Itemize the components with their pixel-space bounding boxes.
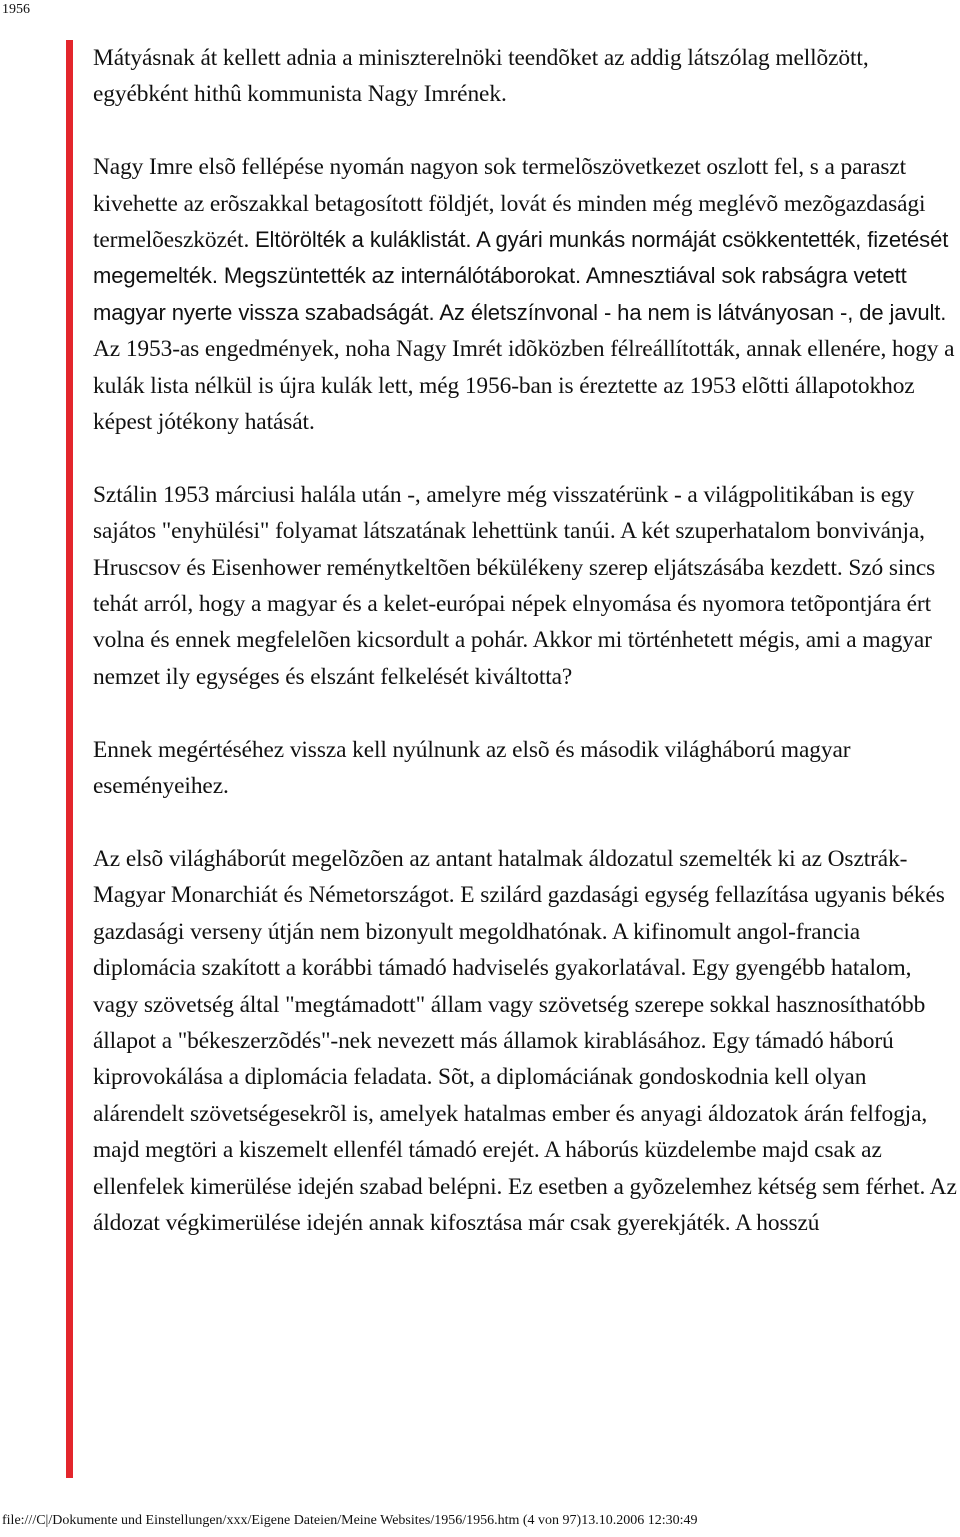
paragraph-text-sans: Eltörölték a kuláklistát. A gyári munkás normáját csökkentették, fizetését megemelték. Megszüntették az internálótáborokat. Amnesztiával sok rabságra vetett magyar nyerte vissza szabadságát. Az életszínvonal - ha nem is látványosan -, de javult. (93, 227, 949, 325)
paragraph (93, 40, 957, 113)
page-header-label: 1956 (2, 2, 30, 17)
paragraph (93, 149, 957, 440)
margin-red-bar (66, 40, 73, 1478)
paragraph (93, 732, 957, 805)
paragraph-text: Mátyásnak át kellett adnia a miniszterelnöki teendõket az addig látszólag mellõzött, egyébként hithû kommunista Nagy Imrének. (93, 45, 869, 108)
paragraph (93, 477, 957, 695)
paragraph-text: Az 1953-as engedmények, noha Nagy Imrét idõközben félreállították, annak ellenére, hogy a kulák lista nélkül is újra kulák lett, még 1956-ban is éreztette az 1953 elõtti állapotokhoz képest jótékony hatását. (93, 336, 955, 436)
file-path-footer: file:///C|/Dokumente und Einstellungen/xxx/Eigene Dateien/Meine Websites/1956/1956.htm (4 von 97)13.10.2006 12:30:49 (2, 1513, 698, 1528)
article-body (93, 40, 957, 1278)
paragraph-text: Nagy Imre elsõ fellépése nyomán nagyon sok termelõszövetkezet oszlott fel, s a paraszt kivehette az erõszakkal betagosított földjét, lovát és minden még meglévõ mezõgazdasági termelõeszközét. (93, 154, 926, 254)
paragraph (93, 841, 957, 1241)
paragraph-text: Ennek megértéséhez vissza kell nyúlnunk az elsõ és második világháború magyar eseményeihez. (93, 736, 851, 800)
paragraph-text: Az elsõ világháborút megelõzõen az antant hatalmak áldozatul szemelték ki az Osztrák- Magyar Monarchiát és Németországot. E szilárd gazdasági egység fellazítása ugyanis békés gazdasági verseny útján nem bizonyult megoldhatónak. A kifinomult angol-francia diplomácia szakított a korábbi támadó hadviselés gyakorlatával. Egy gyengébb hatalom, vagy szövetség által "megtámadott" állam vagy szövetség szerepe sokkal hasznosíthatóbb állapot a "békeszerzõdés"-nek nevezett más államok kirablásához. Egy támadó háború kiprovokálása a diplomácia feladata. Sõt, a diplomáciának gondoskodnia kell olyan alárendelt szövetségesekrõl is, amelyek hatalmas ember és anyagi áldozatok árán felfogja, majd megtöri a kiszemelt ellenfél támadó erejét. A háborús küzdelembe majd csak az ellenfelek kimerülése idején szabad belépni. Ez esetben a gyõzelemhez kétség sem férhet. Az áldozat végkimerülése idején annak kifosztása már csak gyerekjáték. A hosszú (93, 845, 957, 1236)
paragraph-text: Sztálin 1953 márciusi halála után -, amelyre még visszatérünk - a világpolitikában is egy sajátos "enyhülési" folyamat látszatának lehettünk tanúi. A két szuperhatalom bonvivánja, Hruscsov és Eisenhower reménytkeltõen békülékeny szerep eljátszásába kezdett. Szó sincs tehát arról, hogy a magyar és a kelet-európai népek elnyomása és nyomora tetõpontjára ért volna és ennek megfelelõen kicsordult a pohár. Akkor mi történhetett mégis, ami a magyar nemzet ily egységes és elszánt felkelését kiváltotta? (93, 481, 936, 690)
